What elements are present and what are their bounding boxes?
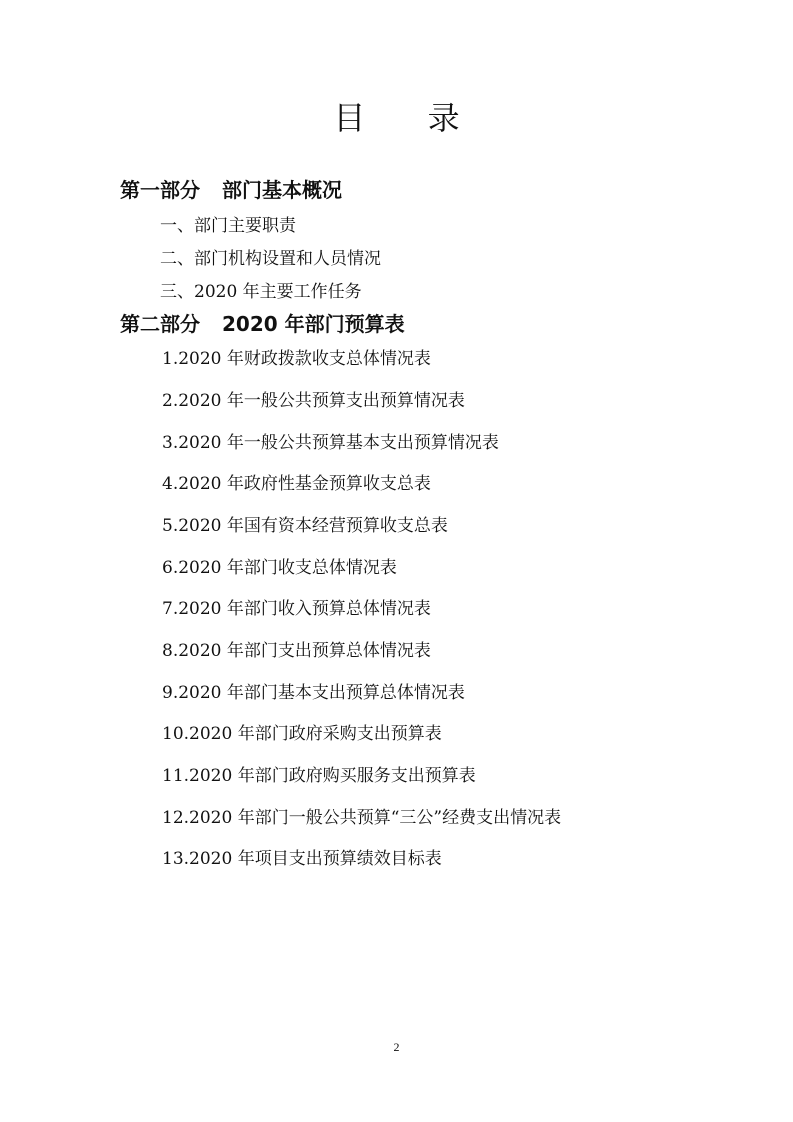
toc-entry[interactable]: 13.2020 年项目支出预算绩效目标表 [162, 849, 442, 869]
toc-entry[interactable]: 2.2020 年一般公共预算支出预算情况表 [162, 391, 465, 411]
part-2-label: 第二部分 [120, 312, 200, 336]
part-2-heading [120, 310, 405, 338]
page-number: 2 [393, 1040, 400, 1054]
toc-entry[interactable]: 1.2020 年财政拨款收支总体情况表 [162, 349, 431, 369]
toc-entry[interactable]: 12.2020 年部门一般公共预算“三公”经费支出情况表 [162, 808, 562, 828]
toc-entry[interactable]: 10.2020 年部门政府采购支出预算表 [162, 724, 442, 744]
toc-entry[interactable]: 二、部门机构设置和人员情况 [160, 249, 381, 269]
toc-entry[interactable]: 11.2020 年部门政府购买服务支出预算表 [162, 766, 476, 786]
toc-entry[interactable]: 3.2020 年一般公共预算基本支出预算情况表 [162, 433, 499, 453]
toc-entry[interactable]: 三、2020 年主要工作任务 [160, 282, 362, 302]
part-1-label: 第一部分 [120, 178, 200, 202]
part-2-title: 2020 年部门预算表 [222, 312, 405, 336]
toc-entry[interactable]: 6.2020 年部门收支总体情况表 [162, 558, 397, 578]
toc-entry[interactable]: 7.2020 年部门收入预算总体情况表 [162, 599, 431, 619]
toc-entry[interactable]: 9.2020 年部门基本支出预算总体情况表 [162, 683, 465, 703]
part-1-title: 部门基本概况 [222, 178, 342, 202]
part-1-heading [120, 176, 342, 204]
toc-entry[interactable]: 5.2020 年国有资本经营预算收支总表 [162, 516, 448, 536]
toc-entry[interactable]: 8.2020 年部门支出预算总体情况表 [162, 641, 431, 661]
toc-entry[interactable]: 4.2020 年政府性基金预算收支总表 [162, 474, 431, 494]
toc-entry[interactable]: 一、部门主要职责 [160, 216, 296, 236]
page-title: 目 录 [333, 99, 486, 137]
